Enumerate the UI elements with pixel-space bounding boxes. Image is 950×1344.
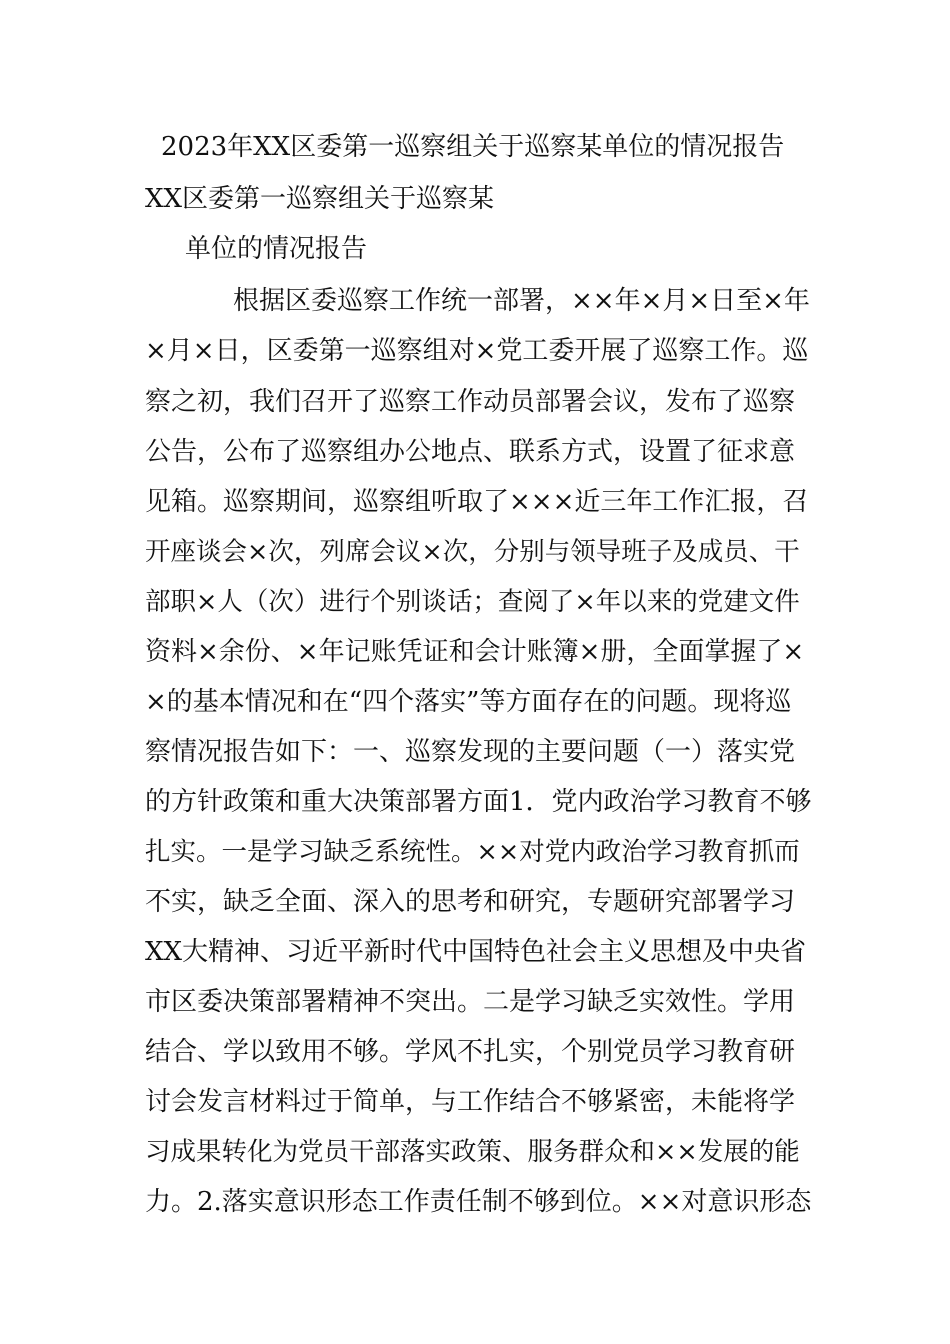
- body-paragraph-line: 开座谈会×次，列席会议×次，分别与领导班子及成员、干: [145, 537, 800, 567]
- body-paragraph-line: 习成果转化为党员干部落实政策、服务群众和××发展的能: [145, 1137, 800, 1167]
- body-paragraph-line: ×月×日，区委第一巡察组对×党工委开展了巡察工作。巡: [145, 336, 809, 366]
- body-paragraph-line: 结合、学以致用不够。学风不扎实，个别党员学习教育研: [145, 1037, 796, 1067]
- body-paragraph-line: 市区委决策部署精神不突出。二是学习缺乏实效性。学用: [145, 987, 796, 1017]
- body-paragraph-line: 察情况报告如下：一、巡察发现的主要问题（一）落实党: [145, 737, 796, 767]
- body-paragraph-line: 公告，公布了巡察组办公地点、联系方式，设置了征求意: [145, 437, 796, 467]
- body-paragraph-line: 力。2.落实意识形态工作责任制不够到位。××对意识形态: [145, 1187, 812, 1217]
- body-paragraph-line: 讨会发言材料过于简单，与工作结合不够紧密，未能将学: [145, 1087, 796, 1117]
- body-paragraph-line: 的方针政策和重大决策部署方面1．党内政治学习教育不够: [145, 787, 812, 817]
- body-paragraph-line: 不实，缺乏全面、深入的思考和研究，专题研究部署学习: [145, 887, 796, 917]
- body-paragraph-line: 扎实。一是学习缺乏系统性。××对党内政治学习教育抓而: [145, 837, 800, 867]
- body-paragraph-line: 察之初，我们召开了巡察工作动员部署会议，发布了巡察: [145, 387, 796, 417]
- body-paragraph-line: 见箱。巡察期间，巡察组听取了×××近三年工作汇报，召: [145, 487, 809, 517]
- body-paragraph-line: ×的基本情况和在“四个落实”等方面存在的问题。现将巡: [145, 687, 792, 717]
- body-paragraph-line: XX大精神、习近平新时代中国特色社会主义思想及中央省: [145, 937, 807, 967]
- body-paragraph-line: 资料×余份、×年记账凭证和会计账簿×册，全面掌握了×: [145, 637, 805, 667]
- document-title: 2023年XX区委第一巡察组关于巡察某单位的情况报告: [161, 132, 785, 162]
- document-subtitle-line-2: 单位的情况报告: [185, 234, 368, 264]
- body-paragraph-line: 根据区委巡察工作统一部署，××年×月×日至×年: [233, 286, 810, 316]
- document-subtitle-line-1: XX区委第一巡察组关于巡察某: [145, 184, 495, 214]
- body-paragraph-line: 部职×人（次）进行个别谈话；查阅了×年以来的党建文件: [145, 587, 800, 617]
